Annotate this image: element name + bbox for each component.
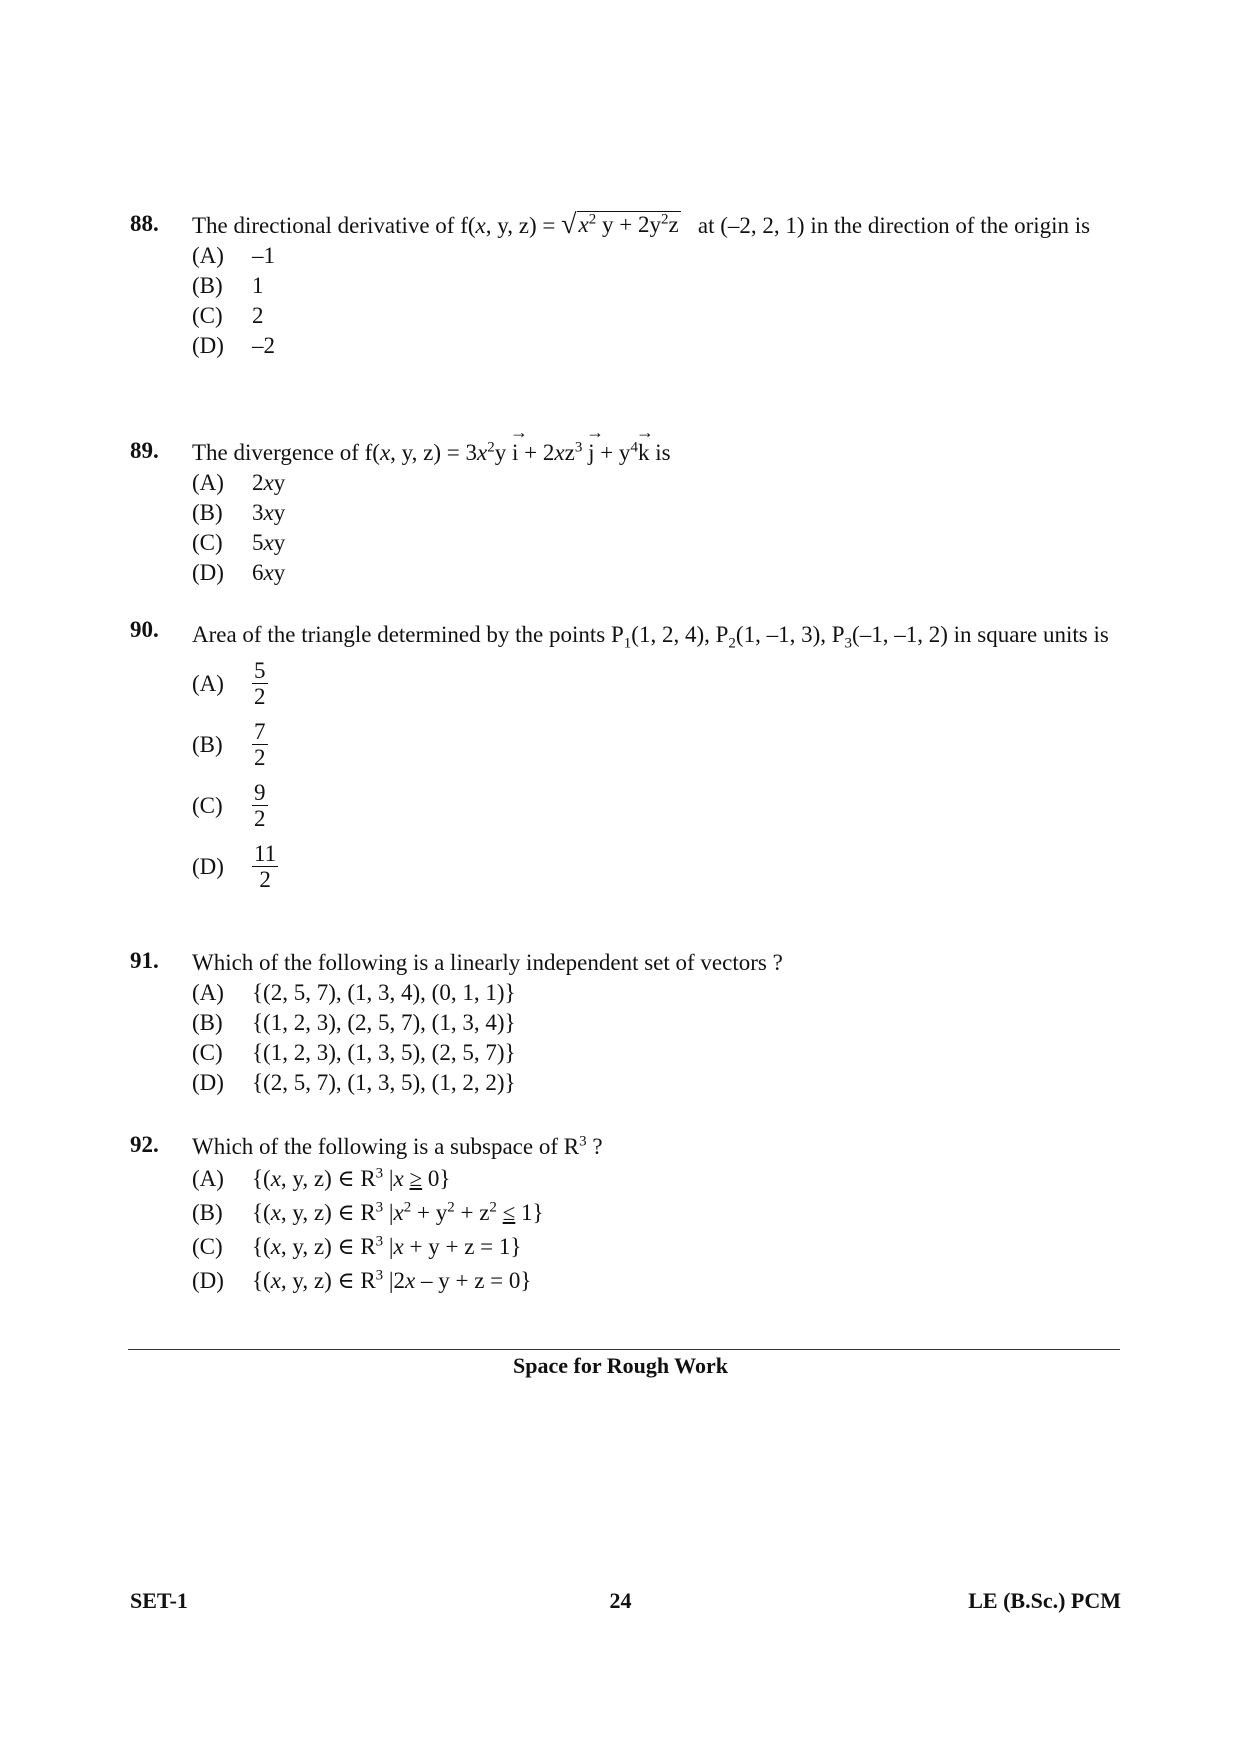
fraction: $\frac{5}{2}$ [254, 658, 266, 709]
option-d: (D) $\frac{11}{2}$ [192, 841, 277, 892]
option-b: (B) {(1, 2, 3), (2, 5, 7), (1, 3, 4)} [192, 1010, 516, 1035]
question-91 [130, 948, 1120, 1098]
option-c: (C) 5xy [192, 530, 286, 555]
unit-vector-k: k → [635, 422, 654, 465]
options-list [192, 241, 1120, 361]
question-88 [130, 211, 1120, 361]
option-a: (A) {(2, 5, 7), (1, 3, 4), (0, 1, 1)} [192, 980, 516, 1005]
option-c: (C) 2 [192, 303, 264, 328]
square-root-expression: √ $x^2$ $y + 2y^2z$ [561, 209, 679, 240]
option-b: (B) {(x, y, z) ∈ $R^3$ $|x^2 + y^2 + z^2 \le 1$} [192, 1199, 544, 1225]
divider-line [128, 1349, 1120, 1350]
question-text: Which of the following is a linearly independent set of vectors ? [192, 950, 783, 975]
option-d: (D) {(2, 5, 7), (1, 3, 5), (1, 2, 2)} [192, 1070, 516, 1095]
option-c: (C) {(1, 2, 3), (1, 3, 5), (2, 5, 7)} [192, 1040, 516, 1065]
footer-set: SET-1 [130, 1588, 188, 1613]
question-text: Which of the following is a subspace of $R^3$ ? [192, 1133, 603, 1159]
fraction: $\frac{9}{2}$ [254, 780, 266, 831]
option-b: (B) 1 [192, 273, 264, 298]
question-text: The divergence of f(x, y, $z) = 3x^2y$ i → + $2xz^3$ j → + $y^4k$ → is [192, 438, 1120, 468]
option-c: (C) {(x, y, z) ∈ $R^3$ |x + y + z = 1} [192, 1233, 522, 1259]
rough-work-heading: Space for Rough Work [513, 1353, 728, 1378]
option-c: (C) $\frac{9}{2}$ [192, 780, 266, 831]
option-a: (A) 2xy [192, 470, 286, 495]
question-90 [130, 617, 1120, 897]
options-list [192, 1162, 1120, 1298]
option-b: (B) 3xy [192, 500, 286, 525]
option-a: (A) {(x, y, z) ∈ $R^3$ |x ≥ 0} [192, 1165, 451, 1191]
options-list [192, 653, 1120, 897]
fraction: $\frac{7}{2}$ [254, 719, 266, 770]
question-number: 92. [130, 1132, 159, 1157]
unit-vector-j: j → [586, 422, 605, 465]
question-92 [130, 1132, 1120, 1298]
options-list [192, 468, 1120, 588]
unit-vector-i: i → [510, 422, 528, 465]
option-d: (D) 6xy [192, 560, 286, 585]
option-b: (B) $\frac{7}{2}$ [192, 719, 266, 770]
question-number: 88. [130, 211, 159, 236]
footer-course: LE (B.Sc.) PCM [968, 1588, 1121, 1613]
options-list [192, 978, 1120, 1098]
fraction: $\frac{11}{2}$ [254, 841, 277, 892]
question-text: The directional derivative of f(x, y, z) = √ $x^2$ $y + 2y^2z$ at (–2, 2, 1) in the direction of the origin is [192, 209, 1091, 240]
question-89 [130, 422, 1120, 588]
question-number: 90. [130, 617, 159, 642]
option-a: (A) $\frac{5}{2}$ [192, 658, 266, 709]
question-number: 91. [130, 948, 159, 973]
footer-page-number: 24 [609, 1588, 632, 1613]
option-d: (D) –2 [192, 333, 275, 358]
option-a: (A) –1 [192, 243, 275, 268]
question-text: Area of the triangle determined by the points $P_1(1$, 2, 4), $P_2(1$, –1, 3), $P_3(-1$, –1, 2) in square units is [192, 622, 1109, 652]
option-d: (D) {(x, y, z) ∈ $R^3$ |2x – y + z = 0} [192, 1267, 532, 1293]
question-number: 89. [130, 438, 159, 463]
